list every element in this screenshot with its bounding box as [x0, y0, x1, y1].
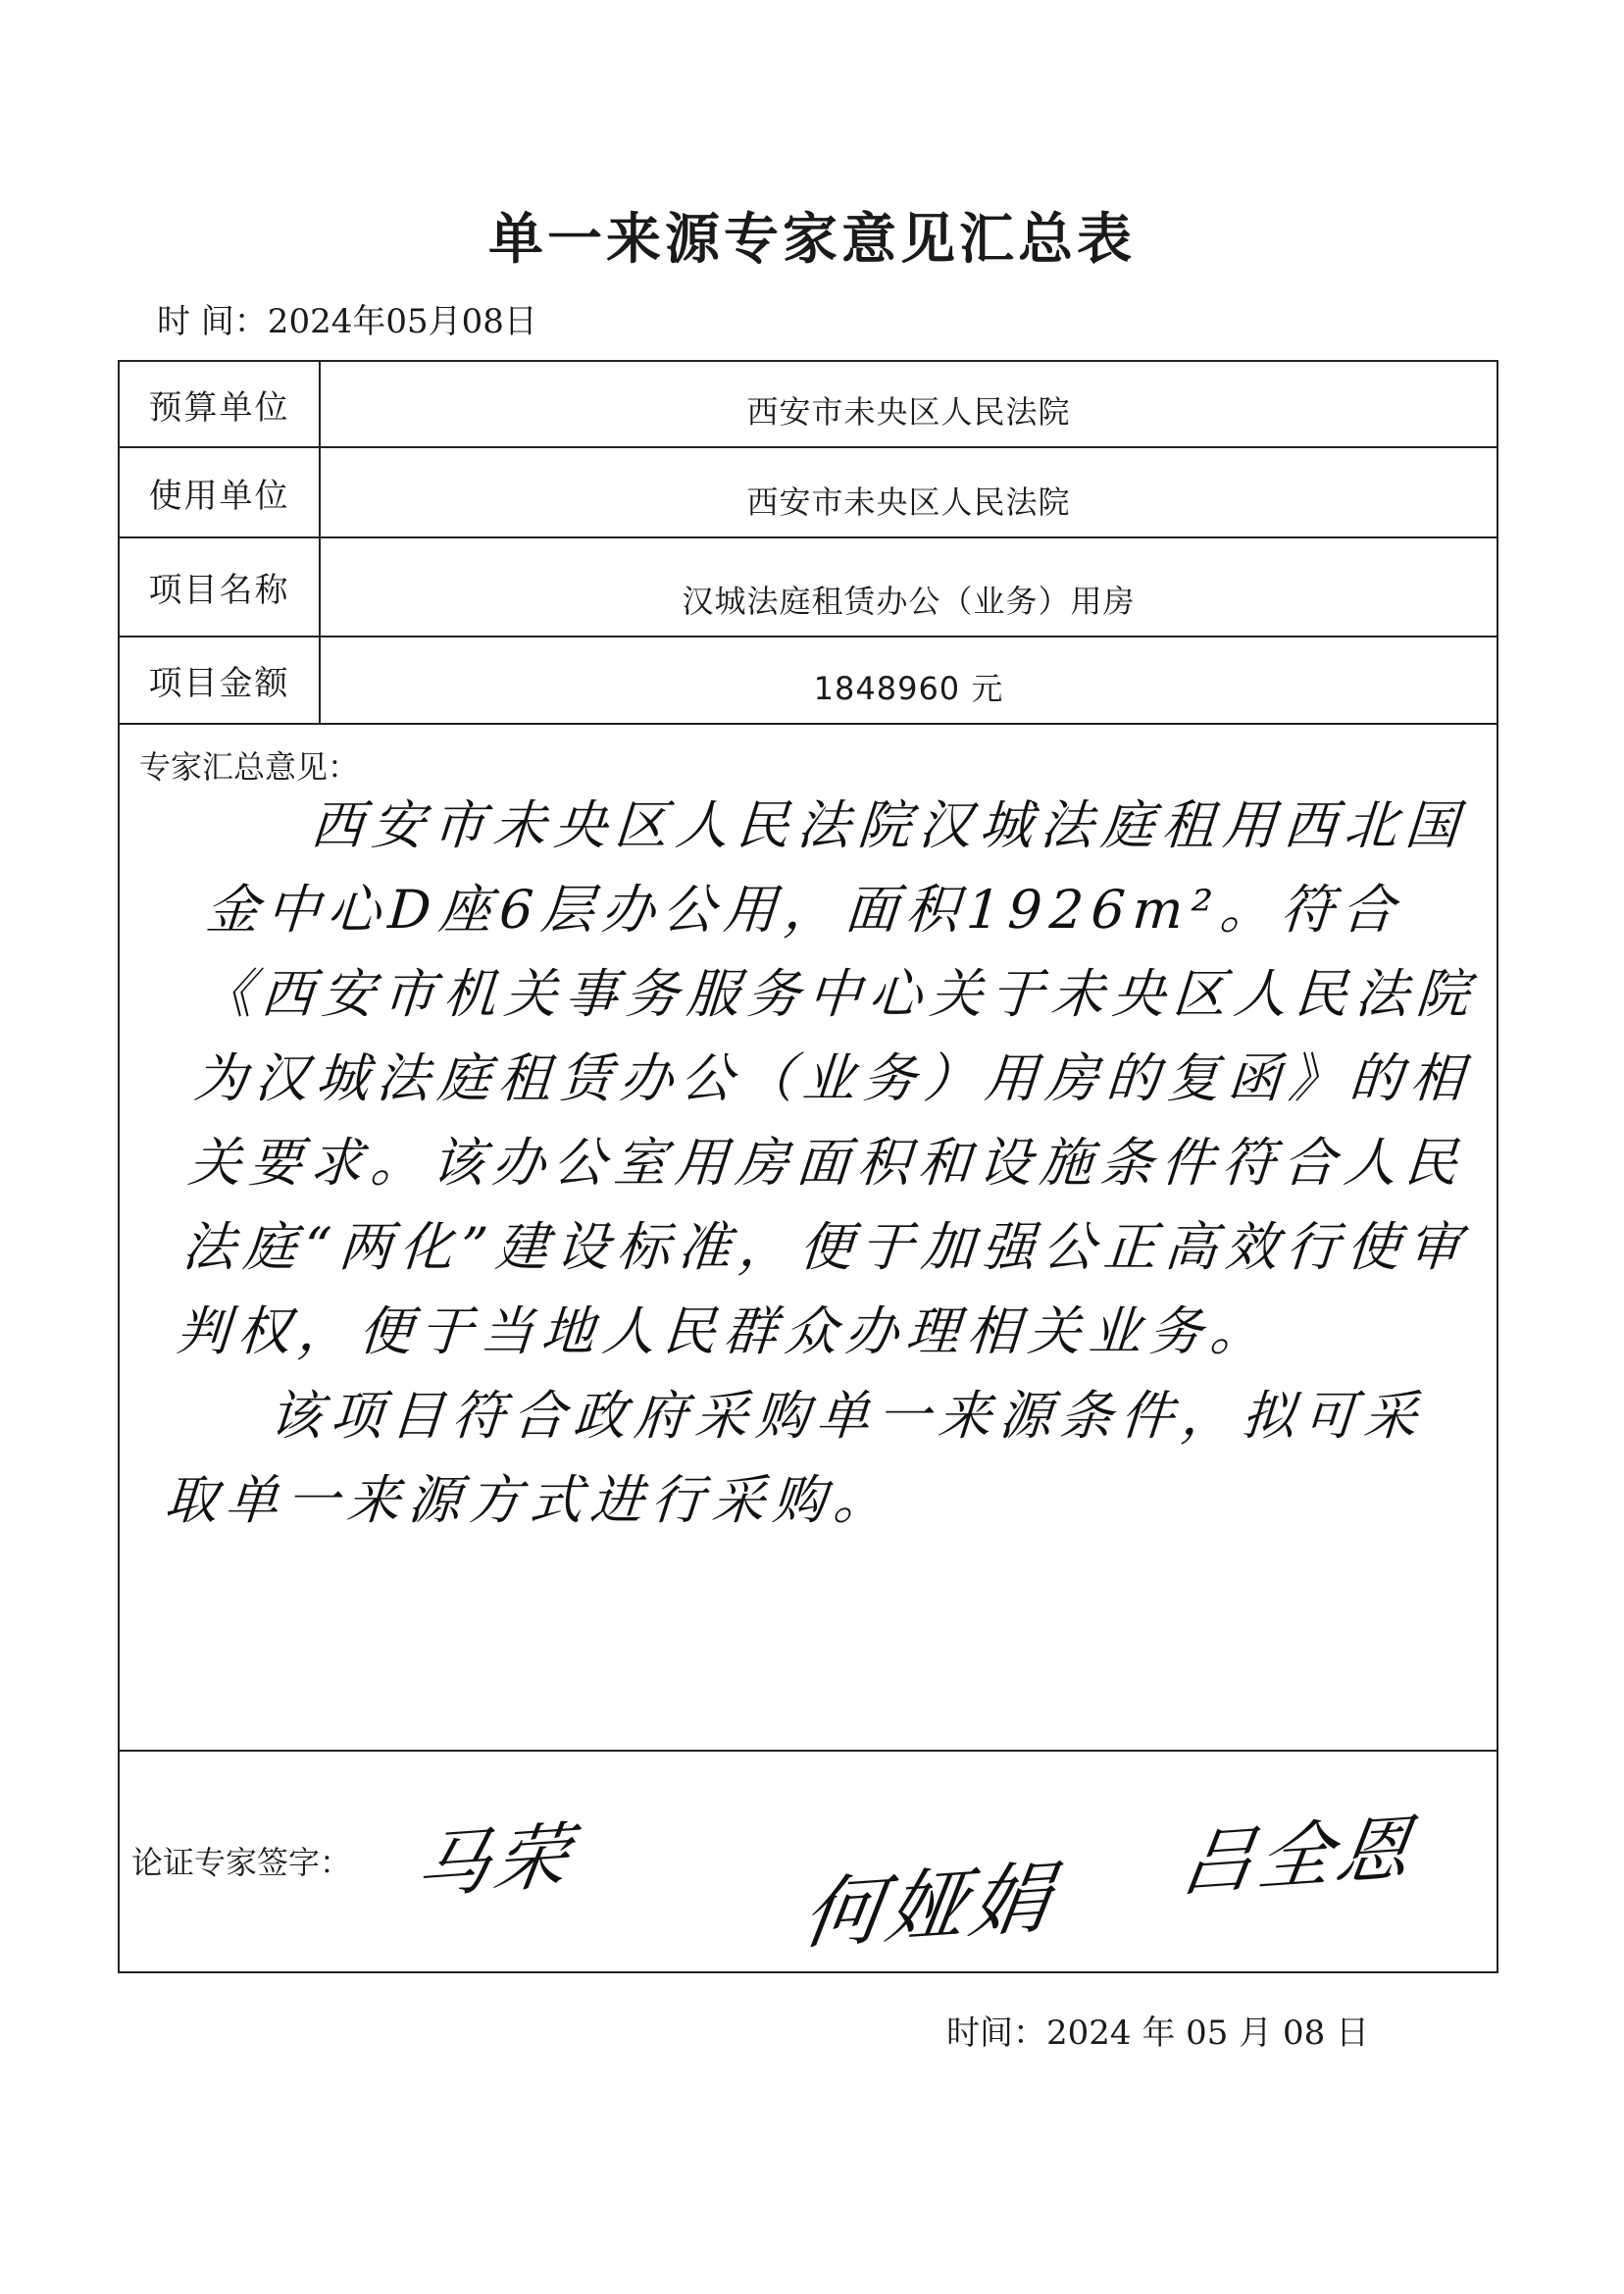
row-project-name	[120, 538, 1497, 637]
row-label: 使用单位	[120, 448, 321, 536]
row-budget-unit	[120, 362, 1497, 448]
bottom-date: 时间：2024 年 05 月 08 日	[946, 2014, 1370, 2053]
document-title: 单一来源专家意见汇总表	[488, 208, 1136, 272]
row-project-amount	[120, 637, 1497, 725]
row-label: 项目金额	[120, 637, 321, 723]
row-value: 西安市未央区人民法院	[746, 484, 1071, 521]
row-value: 西安市未央区人民法院	[746, 393, 1071, 431]
row-value: 1848960 元	[813, 670, 1004, 707]
opinion-handwritten-text: 西安市未央区人民法院汉城法庭租用西北国金中心D座6层办公用，面积1926m²。符合《西安市机关事务服务中心关于未央区人民法院为汉城法庭租赁办公（业务）用房的复函》的相关要求。该办公室用房面积和设施条件符合人民法庭“两化”建设标准，便于加强公正高效行使审判权，便于当地人民群众办理相关业务。 该项目符合政府采购单一来源条件，拟可采取单一来源方式进行采购。	[162, 794, 1480, 1531]
signature-section-divider	[120, 1750, 1497, 1752]
row-value: 汉城法庭租赁办公（业务）用房	[682, 583, 1136, 620]
expert-signature-3: 吕全恩	[1175, 1806, 1420, 1908]
top-date: 时 间：2024年05月08日	[157, 302, 537, 341]
opinion-form	[118, 360, 1498, 1973]
row-label: 预算单位	[120, 362, 321, 446]
opinion-label: 专家汇总意见：	[139, 748, 360, 786]
row-using-unit	[120, 448, 1497, 538]
signature-label: 论证专家签字：	[131, 1844, 352, 1881]
row-label: 项目名称	[120, 538, 321, 636]
expert-signature-2: 何娅娟	[796, 1852, 1061, 1961]
expert-signature-1: 马荣	[411, 1813, 579, 1910]
